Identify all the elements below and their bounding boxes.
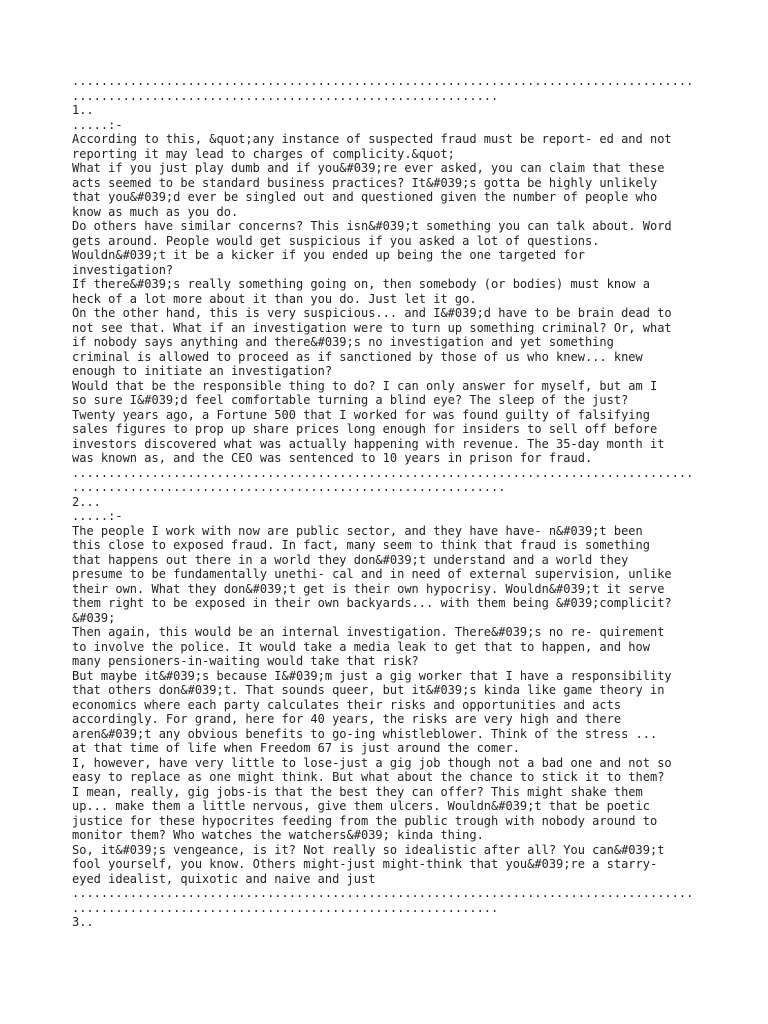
text-line: investigation? <box>72 262 174 277</box>
text-line: So, it&#039;s vengeance, is it? Not really so idealistic after all? You can&#039;t <box>72 842 665 857</box>
text-line: Do others have similar concerns? This isn&#039;t something you can talk about. Word <box>72 219 672 233</box>
text-line: economics where each party calculates their risks and opportunities and acts <box>72 697 622 712</box>
text-line: 1.. <box>72 103 94 117</box>
text-line: If there&#039;s really something going on, then somebody (or bodies) must know a <box>72 277 650 291</box>
text-line: enough to initiate an investigation? <box>72 364 333 378</box>
text-line: I mean, really, gig jobs-is that the best they can offer? This might shake them <box>72 784 643 799</box>
text-line: their own. What they don&#039;t get is their own hypocrisy. Wouldn&#039;t it serve <box>72 581 665 596</box>
text-line: so sure I&#039;d feel comfortable turning a blind eye? The sleep of the just? <box>72 393 629 407</box>
text-line: many pensioners-in-waiting would take that risk? <box>72 654 419 668</box>
text-line: them right to be exposed in their own backyards... with them being &#039;complicit? <box>72 596 672 610</box>
text-line: reporting it may lead to charges of complicity.&quot; <box>72 146 455 161</box>
text-line: know as much as you do. <box>72 204 239 219</box>
text-line: up... make them a little nervous, give them ulcers. Wouldn&#039;t that be poetic <box>72 799 650 813</box>
text-line: gets around. People would get suspicious if you asked a lot of questions. <box>72 233 600 248</box>
text-line: presume to be fundamentally unethi- cal and in need of external supervision, unlike <box>72 567 672 581</box>
text-line: monitor them? Who watches the watchers&#039; kinda thing. <box>72 828 484 842</box>
text-line: ...................................................................................... <box>72 74 694 88</box>
text-line: that happens out there in a world they don&#039;t understand and a world they <box>72 552 629 567</box>
text-line: On the other hand, this is very suspicious... and I&#039;d have to be brain dead to <box>72 306 672 320</box>
text-line: criminal is allowed to proceed as if sanctioned by those of us who knew... knew <box>72 349 643 364</box>
text-line: ...................................................................................... <box>72 465 694 480</box>
text-line: The people I work with now are public sector, and they have have- n&#039;t been <box>72 523 643 538</box>
text-line: aren&#039;t any obvious benefits to go-ing whistleblower. Think of the stress ... <box>72 726 658 741</box>
text-line: accordingly. For grand, here for 40 years, the risks are very high and there <box>72 712 622 726</box>
text-line: investors discovered what was actually happening with revenue. The 35-day month it <box>72 436 665 451</box>
text-line: Twenty years ago, a Fortune 500 that I worked for was found guilty of falsifying <box>72 407 650 422</box>
text-line: Then again, this would be an internal investigation. There&#039;s no re- quirement <box>72 625 665 639</box>
text-line: at that time of life when Freedom 67 is just around the comer. <box>72 741 520 755</box>
text-line: According to this, &quot;any instance of suspected fraud must be report- ed and not <box>72 132 672 146</box>
text-line: was known as, and the CEO was sentenced to 10 years in prison for fraud. <box>72 451 593 465</box>
text-line: justice for these hypocrites feeding from the public trough with nobody around to <box>72 813 658 828</box>
text-line: ........................................................... <box>72 900 499 915</box>
text-line: sales figures to prop up share prices long enough for insiders to sell off before <box>72 422 658 436</box>
text-line: easy to replace as one might think. But what about the chance to stick it to them? <box>72 770 665 784</box>
text-line: What if you just play dumb and if you&#039;re ever asked, you can claim that these <box>72 161 665 175</box>
text-line: heck of a lot more about it than you do. Just let it go. <box>72 291 477 306</box>
text-line: Wouldn&#039;t it be a kicker if you ended up being the one targeted for <box>72 248 585 262</box>
text-line: I, however, have very little to lose-just a gig job though not a bad one and not so <box>72 755 672 770</box>
text-line: if nobody says anything and there&#039;s no investigation and yet something <box>72 335 614 349</box>
text-line: that others don&#039;t. That sounds queer, but it&#039;s kinda like game theory in <box>72 683 665 697</box>
text-line: ............................................................ <box>72 480 506 494</box>
text-line: not see that. What if an investigation were to turn up something criminal? Or, what <box>72 320 672 335</box>
text-line: But maybe it&#039;s because I&#039;m just a gig worker that I have a responsibility <box>72 668 672 683</box>
text-line: acts seemed to be standard business practices? It&#039;s gotta be highly unlikely <box>72 175 658 190</box>
text-line: to involve the police. It would take a media leak to get that to happen, and how <box>72 639 650 654</box>
document-body <box>72 74 712 930</box>
text-line: .....:- <box>72 117 123 132</box>
text-line: 3.. <box>72 915 94 929</box>
text-line: &#039; <box>72 610 116 625</box>
text-line: eyed idealist, quixotic and naive and just <box>72 871 376 886</box>
text-line: 2... <box>72 494 101 509</box>
text-line: Would that be the responsible thing to do? I can only answer for myself, but am I <box>72 378 658 393</box>
text-line: .....:- <box>72 509 123 523</box>
text-line: this close to exposed fraud. In fact, many seem to think that fraud is something <box>72 538 650 552</box>
text-line: fool yourself, you know. Others might-just might-think that you&#039;re a starry- <box>72 857 658 871</box>
text-line: that you&#039;d ever be singled out and questioned given the number of people who <box>72 190 658 204</box>
text-line: ........................................................... <box>72 88 499 103</box>
text-line: ...................................................................................... <box>72 886 694 900</box>
